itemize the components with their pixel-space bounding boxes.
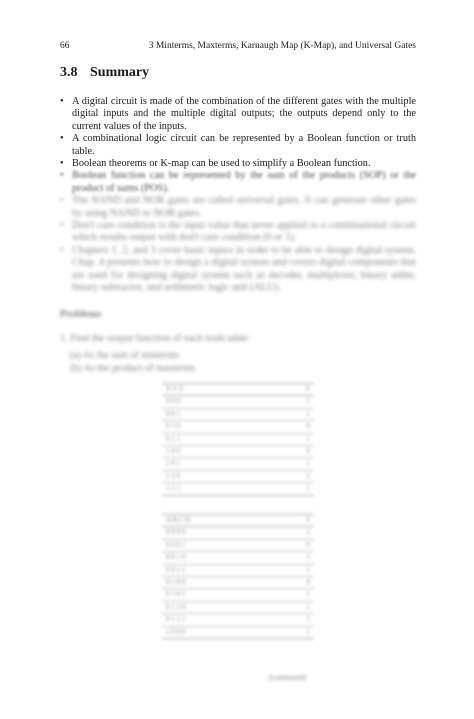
table-row [162,589,314,601]
table-row [162,577,314,589]
problem-1: 1. Find the output function of each truth table: [60,333,251,344]
bullet-item: • A combinational logic circuit can be represented by a Boolean function or truth table. [60,133,416,157]
table-cell: 1 0 0 0 [162,626,276,638]
table-cell: 0 1 0 1 [162,589,276,601]
bullet-item: • Don't care condition is the input value that never applied to a combinational circuit which results output with don't care condition (0 or 1). [60,220,416,244]
table-cell: 1 [276,433,314,445]
problems-heading: Problems [60,309,102,320]
table-cell: 1 0 1 [162,458,276,470]
table-cell: 1 1 1 [162,483,276,495]
table-cell: 0 [276,446,314,458]
table-row [162,470,314,482]
table-row [162,564,314,576]
bullet-text: The NAND and NOR gates are called universal gates. It can generate other gates by using NAND or NOR gates. [72,195,416,219]
table-cell: 1 [276,601,314,613]
bullet-text: Don't care condition is the input value that never applied to a combinational circuit which results output with don't care condition (0 or 1). [72,220,416,244]
table-row [162,446,314,458]
problem-1-part-b: (b) As the product of maxterms [70,363,196,374]
table-cell: 0 0 1 0 [162,552,276,564]
table-cell: 1 [276,527,314,539]
table-cell: 1 [276,396,314,408]
table-row [162,458,314,470]
table-row [162,483,314,495]
table-cell: 1 [276,458,314,470]
table-row [162,614,314,626]
table-header-cell: F [276,515,314,527]
table-cell: 0 0 0 1 [162,539,276,551]
table-row [162,408,314,420]
table-cell: 0 [276,577,314,589]
table-cell: 0 [276,421,314,433]
table-header-row [162,515,314,527]
table-row [162,539,314,551]
bullet-text: A combinational logic circuit can be represented by a Boolean function or truth table. [72,133,416,157]
table-cell: 1 [276,626,314,638]
table-cell: 1 1 0 [162,470,276,482]
table-cell: 0 0 0 0 [162,527,276,539]
summary-bullet-list [60,96,416,295]
table-cell: 1 [276,470,314,482]
section-number: 3.8 [60,65,78,80]
table-cell: 1 [276,552,314,564]
page-number: 66 [60,41,70,51]
table-row [162,396,314,408]
table-cell: 1 [276,589,314,601]
table-header-row [162,384,314,396]
table-cell: 1 [276,614,314,626]
table-cell: 1 [276,564,314,576]
table-row [162,552,314,564]
chapter-title: 3 Minterms, Maxterms, Karnaugh Map (K-Map), and Universal Gates [148,41,416,51]
table-cell: 0 1 1 1 [162,614,276,626]
truth-table-abcd [162,514,314,639]
bullet-item: • The NAND and NOR gates are called universal gates. It can generate other gates by using NAND or NOR gates. [60,195,416,219]
table-row [162,601,314,613]
table-cell: 0 0 1 [162,408,276,420]
table-cell: 1 [276,483,314,495]
problem-1-part-a: (a) As the sum of minterms [70,350,180,361]
table-row [162,527,314,539]
section-title: Summary [90,65,150,80]
bullet-item: • Boolean theorems or K-map can be used to simplify a Boolean function. [60,158,371,170]
bullet-text: Chapters 1, 2, and 3 cover basic topics in order to be able to design digital system. Chap. 4 presents how to design a digital system and covers digital components that are used for designing digital system such as decoder, multiplexer, binary adder, binary subtractor, and arithmetic logic unit (ALU). [72,244,416,294]
table-cell: 1 0 0 [162,446,276,458]
bullet-item: • A digital circuit is made of the combination of the different gates with the multiple digital inputs and the multiple digital outputs; the outputs depend only to the current values of the inputs. [60,96,416,132]
continued-label: (continued) [269,673,306,682]
table-cell: 0 1 0 0 [162,577,276,589]
bullet-text: Boolean function can be represented by the sum of the products (SOP) or the product of sums (POS). [72,170,416,194]
table-cell: 0 1 1 0 [162,601,276,613]
bullet-text: Boolean theorems or K-map can be used to simplify a Boolean function. [72,158,371,170]
section-heading [60,64,149,82]
table-cell: 0 1 0 [162,421,276,433]
table-cell: 0 [276,539,314,551]
table-cell: 0 0 1 1 [162,564,276,576]
bullet-text: A digital circuit is made of the combination of the different gates with the multiple digital inputs and the multiple digital outputs; the outputs depend only to the current values of the inputs. [72,96,416,132]
table-row [162,433,314,445]
truth-table-xyz [162,383,314,496]
table-header-cell: A B C D [162,515,276,527]
table-row [162,626,314,638]
table-cell: 0 0 0 [162,396,276,408]
bullet-item: • Chapters 1, 2, and 3 cover basic topics in order to be able to design digital system. Chap. 4 presents how to design a digital system and covers digital components that are used for designing digital system such as decoder, multiplexer, binary adder, binary subtractor, and arithmetic logic unit (ALU). [60,244,416,294]
table-row [162,421,314,433]
bullet-item: • Boolean function can be represented by the sum of the products (SOP) or the product of sums (POS). [60,170,416,194]
table-cell: 0 1 1 [162,433,276,445]
table-header-cell: F [276,384,314,396]
table-cell: 1 [276,408,314,420]
table-header-cell: X Y Z [162,384,276,396]
